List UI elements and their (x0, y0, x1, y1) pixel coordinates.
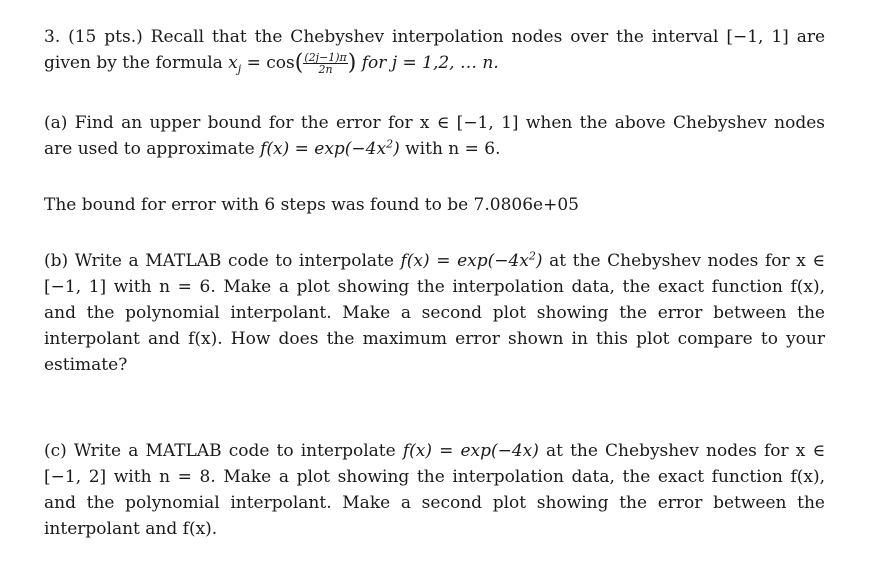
problem-intro-end: are given by the formula (44, 27, 826, 73)
part-a-func-body: f(x) = exp(−4x (260, 139, 387, 159)
formula-fraction (303, 52, 347, 75)
formula-eq: = cos (246, 53, 295, 73)
part-a-text: Find an upper bound for the error for x ∈ [−1, 1] when the above Chebyshev nodes are used to approximate (44, 113, 826, 159)
part-b (44, 248, 825, 378)
answer-a (44, 192, 825, 218)
part-b-label: (b) (44, 251, 69, 271)
problem-number: 3. (15 pts.) (44, 27, 143, 47)
part-a-text-end: with n = 6. (405, 139, 501, 159)
part-b-func-body: f(x) = exp(−4x (400, 251, 529, 271)
part-c-text-end: at the Chebyshev nodes for x ∈ [−1, 2] with n = 8. Make a plot showing the interpolation data, the exact function f(x), and the polynomial interpolant. Make a second plot showing the error between the interpolant and f(x). (44, 441, 826, 539)
part-a-function (260, 139, 400, 159)
part-b-func-exponent: 2 (528, 249, 536, 263)
interval: [−1, 1] (726, 27, 789, 47)
part-b-function (401, 251, 543, 271)
part-a-func-exponent: 2 (386, 137, 394, 151)
formula: $x_j = \cos$( $\frac{(2j-1)\pi}{2n}$ ) for j = 1,2, … n. (228, 50, 499, 76)
part-b-text-end: at the Chebyshev nodes for x ∈ [−1, 1] with n = 6. Make a plot showing the interpolation data, the exact function f(x), and the polynomial interpolant. Make a second plot showing the error between the interpolant and f(x). How does the maximum error shown in this plot compare to your estimate? (44, 251, 825, 375)
part-b-func-end: ) (535, 251, 543, 271)
part-c-function: f(x) = exp(−4x) (402, 441, 539, 461)
part-a-label: (a) (44, 113, 68, 133)
part-c (44, 438, 825, 542)
formula-range: for j = 1,2, … n. (361, 53, 499, 73)
formula-lhs: x (228, 53, 238, 73)
part-a-func-end: ) (393, 139, 400, 159)
part-c-text: Write a MATLAB code to interpolate (73, 441, 396, 461)
part-c-label: (c) (44, 441, 67, 461)
fraction-denominator: 2n (318, 63, 333, 76)
formula-subscript: j (237, 62, 242, 76)
fraction-numerator: (2j−1)π (304, 51, 347, 64)
part-b-text: Write a MATLAB code to interpolate (74, 251, 394, 271)
answer-a-text: The bound for error with 6 steps was found to be 7.0806e+05 (44, 195, 579, 215)
problem-statement (44, 24, 825, 77)
part-a (44, 110, 825, 162)
problem-intro: Recall that the Chebyshev interpolation nodes over the interval (150, 27, 719, 47)
